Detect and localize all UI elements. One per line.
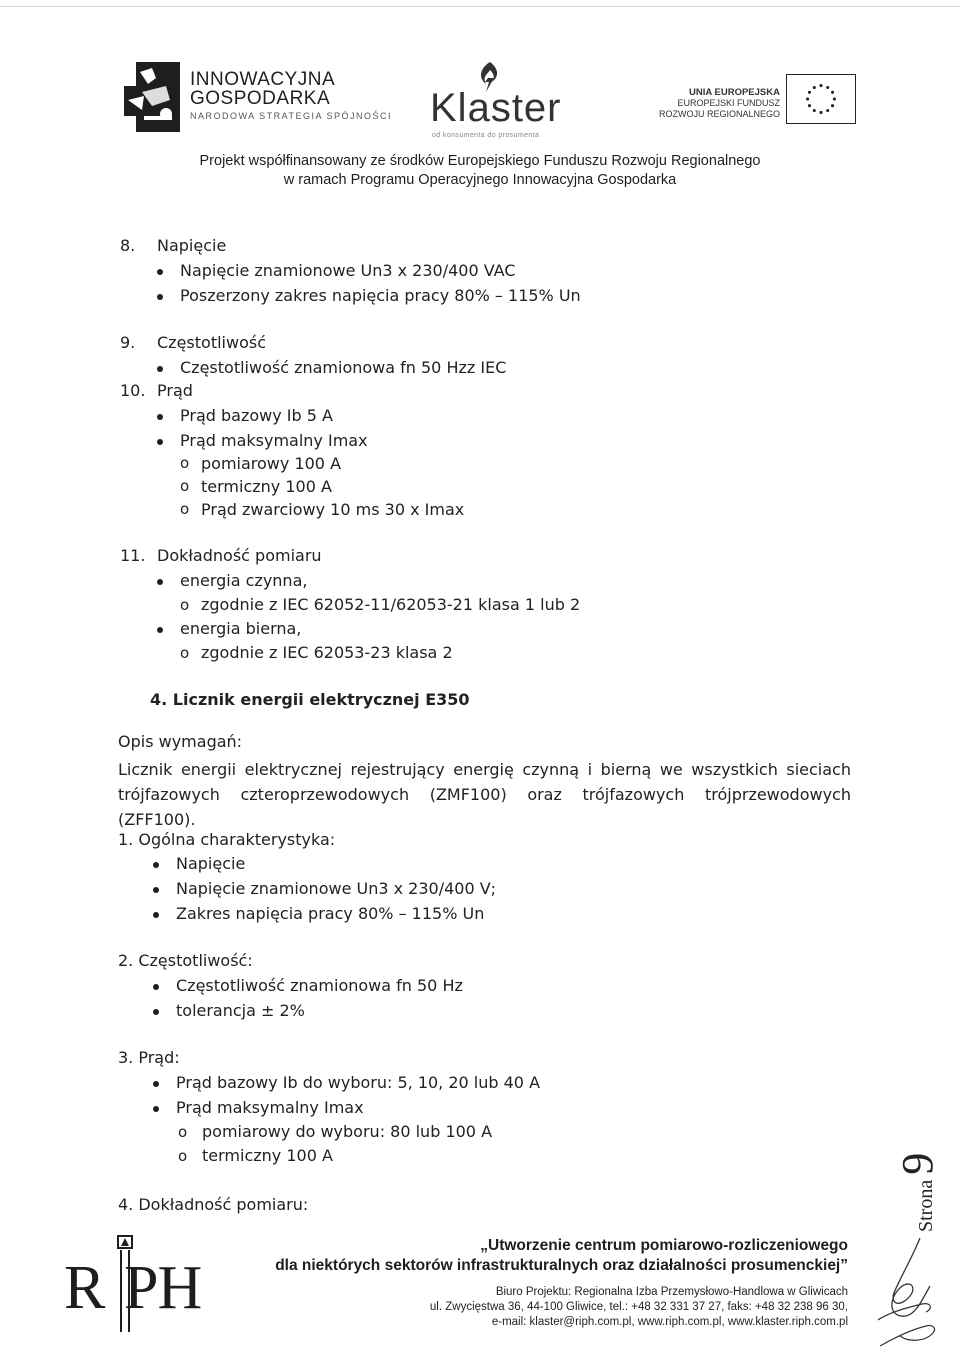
footer-address: Biuro Projektu: Regionalna Izba Przemysłowo-Handlowa w Gliwicach ul. Zwycięstwa 36, 44-100 Gliwice, tel.: +48 32 331 37 27, faks: +48 32 238 96 30, e-mail: klaster@riph.com.pl, www.riph.com.pl, www.klaster.riph.com.pl [429, 1286, 848, 1328]
sub-list-item: zgodnie z IEC 62053-23 klasa 2 [201, 643, 453, 662]
item-number: 9. [120, 333, 136, 352]
bullet-icon [157, 366, 163, 372]
project-line-2: w ramach Programu Operacyjnego Innowacyjna Gospodarka [283, 172, 677, 188]
circle-bullet-icon: o [180, 477, 190, 495]
innowacyjna-gospodarka-logo-icon [122, 60, 182, 134]
requirements-label: Opis wymagań: [118, 732, 243, 751]
list-item: Prąd maksymalny Imax [176, 1098, 364, 1117]
circle-bullet-icon: o [180, 644, 190, 662]
bullet-icon [153, 984, 159, 990]
sub-list-item: termiczny 100 A [201, 477, 332, 496]
subsection-heading: 1. Ogólna charakterystyka: [118, 830, 336, 849]
subsection-heading: 2. Częstotliwość: [118, 951, 253, 970]
bullet-icon [157, 269, 163, 275]
item-number: 10. [120, 381, 146, 400]
list-item: Prąd bazowy Ib 5 A [180, 406, 333, 425]
page-number [888, 1140, 942, 1240]
list-item: Częstotliwość znamionowa fn 50 Hzz IEC [180, 358, 507, 377]
bullet-icon [153, 1009, 159, 1015]
signature-icon [860, 1238, 950, 1353]
list-item: Częstotliwość znamionowa fn 50 Hz [176, 976, 463, 995]
bullet-icon [153, 887, 159, 893]
circle-bullet-icon: o [180, 500, 190, 518]
sub-list-item: zgodnie z IEC 62052-11/62053-21 klasa 1 lub 2 [201, 595, 581, 614]
item-heading: Częstotliwość [157, 333, 266, 352]
item-number: 8. [120, 236, 136, 255]
list-item: Prąd maksymalny Imax [180, 431, 368, 450]
sub-list-item: Prąd zwarciowy 10 ms 30 x Imax [201, 500, 465, 519]
item-number: 11. [120, 546, 146, 565]
top-rule [0, 6, 960, 7]
item-heading: Napięcie [157, 236, 227, 255]
list-item: Poszerzony zakres napięcia pracy 80% – 115% Un [180, 286, 581, 305]
circle-bullet-icon: o [180, 454, 190, 472]
circle-bullet-icon: o [178, 1147, 188, 1165]
bullet-icon [153, 1106, 159, 1112]
list-item: Napięcie znamionowe Un3 x 230/400 V; [176, 879, 497, 898]
item-heading: Prąd [157, 381, 193, 400]
list-item: energia bierna, [180, 619, 302, 638]
subsection-heading: 4. Dokładność pomiaru: [118, 1195, 309, 1214]
circle-bullet-icon: o [180, 596, 190, 614]
list-item: tolerancja ± 2% [176, 1001, 305, 1020]
sub-list-item: pomiarowy do wyboru: 80 lub 100 A [202, 1122, 493, 1141]
footer-project-title: „Utworzenie centrum pomiarowo-rozliczeniowego dla niektórych sektorów infrastrukturalnych oraz działalności prosumenckiej” [275, 1237, 848, 1274]
ig-subtitle: NARODOWA STRATEGIA SPÓJNOŚCI [190, 111, 393, 121]
page-label: Strona [915, 1179, 937, 1232]
sub-list-item: termiczny 100 A [202, 1146, 333, 1165]
bullet-icon [157, 579, 163, 585]
bullet-icon [157, 627, 163, 633]
eu-flag-icon [786, 74, 856, 124]
list-item: Zakres napięcia pracy 80% – 115% Un [176, 904, 485, 923]
bullet-icon [153, 862, 159, 868]
bullet-icon [153, 912, 159, 918]
bullet-icon [157, 414, 163, 420]
page-num: 9 [893, 1152, 942, 1175]
list-item: Prąd bazowy Ib do wyboru: 5, 10, 20 lub 40 A [176, 1073, 541, 1092]
bullet-icon [157, 294, 163, 300]
bullet-icon [153, 1081, 159, 1087]
ig-title: INNOWACYJNA GOSPODARKA [190, 69, 336, 109]
project-line-1: Projekt współfinansowany ze środków Europejskiego Funduszu Rozwoju Regionalnego [199, 153, 761, 169]
riph-wordmark: R PH [64, 1254, 202, 1322]
sub-list-item: pomiarowy 100 A [201, 454, 342, 473]
section-title: 4. Licznik energii elektrycznej E350 [150, 690, 470, 709]
item-heading: Dokładność pomiaru [157, 546, 322, 565]
bullet-icon [157, 439, 163, 445]
klaster-wordmark: Klaster [430, 86, 562, 130]
klaster-tagline: od konsumenta do prosumenta [432, 132, 540, 139]
subsection-heading: 3. Prąd: [118, 1048, 180, 1067]
list-item: energia czynna, [180, 571, 308, 590]
list-item: Napięcie [176, 854, 246, 873]
eu-text: UNIA EUROPEJSKA EUROPEJSKI FUNDUSZ ROZWOJU REGIONALNEGO [658, 87, 780, 119]
list-item: Napięcie znamionowe Un3 x 230/400 VAC [180, 261, 516, 280]
circle-bullet-icon: o [178, 1123, 188, 1141]
requirements-text: Licznik energii elektrycznej rejestrujący energię czynną i bierną we wszystkich sieciach trójfazowych czteroprzewodowych (ZMF100) oraz trójfazowych trójprzewodowych (ZFF100). [118, 760, 851, 829]
